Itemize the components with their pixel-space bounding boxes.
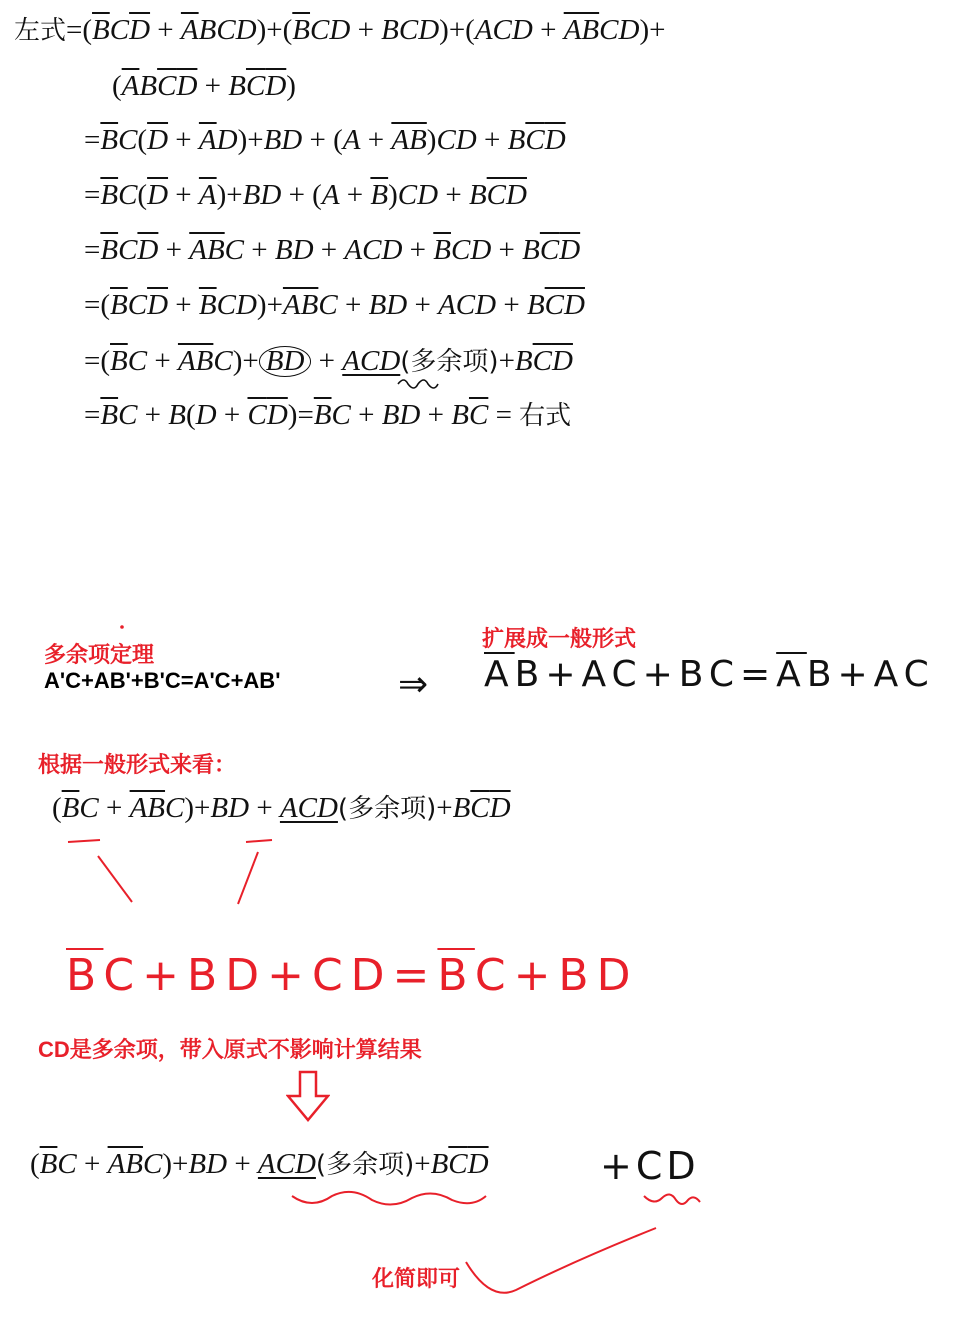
general-expression: $(\overline{B}C + \overline{AB}C)+BD + ACD$(多余项)$+B\overline{C}\overline{D}$	[52, 792, 511, 824]
implies-arrow: ⇒	[398, 664, 429, 705]
expand-title: 扩展成一般形式	[482, 626, 637, 651]
theorem-formula: A'C+AB'+B'C=A'C+AB'	[44, 668, 281, 693]
conclusion-expression: $(\overline{B}C + \overline{AB}C)+BD + ACD$(多余项)$+B\overline{C}\overline{D}$	[30, 1148, 489, 1180]
general-title: 根据一般形式来看：	[38, 752, 237, 777]
theorem-title: 多余项定理	[44, 642, 155, 667]
conclusion-final: 化简即可	[372, 1266, 461, 1291]
derivation-line-6: $=(\overline{B}C\overline{D} + \overline{B}CD)+\overline{AB}C$ + BD + ACD + $B\overline{C}\overline{D}$	[84, 289, 585, 321]
theorem-handwritten: $\overline{A}B+AC+BC=\overline{A}B+AC$	[484, 654, 935, 695]
derivation-line-8: $=\overline{B}C + B(D + \overline{C}\overline{D})=\overline{B}C$ + BD + $B\overline{C}$ = 右式	[84, 399, 572, 431]
conclusion-hand-plus: +CD	[600, 1144, 700, 1188]
circled-bd: BD	[259, 346, 312, 377]
derivation-line-2: $(\overline{A}B\overline{C}\overline{D} + B\overline{C}\overline{D})$	[112, 70, 296, 102]
derivation-line-1: 左式$=(\overline{B}C\overline{D} + \overline{A}BCD)+(\overline{B}CD + BCD)+(ACD + \overline{AB}CD)+$	[14, 14, 666, 46]
conclusion-note: CD是多余项，带入原式不影响计算结果	[38, 1037, 422, 1062]
derivation-line-5: $=\overline{B}C\overline{D} + \overline{AB}C$ + BD + ACD + $\overline{B}CD + B\overline{C}\overline{D}$	[84, 234, 581, 266]
general-handwritten: $\overline{B}C+BD+CD=\overline{B}C+BD$	[66, 950, 639, 1001]
derivation-line-7: $=(\overline{B}C + \overline{AB}C)+$ BD + ACD(多余项)$+B\overline{C}\overline{D}$	[84, 345, 573, 377]
right-side-label: 右式	[519, 401, 572, 431]
derivation-line-4: $=\overline{B}C(\overline{D} + \overline{A})+BD + (A + \overline{B})CD + B\overline{C}\overline{D}$	[84, 179, 527, 211]
derivation-line-3: $=\overline{B}C(\overline{D} + \overline{A}D)+BD + (A + \overline{AB})CD + B\overline{C}\overline{D}$	[84, 124, 566, 156]
left-side-label: 左式	[14, 16, 67, 46]
